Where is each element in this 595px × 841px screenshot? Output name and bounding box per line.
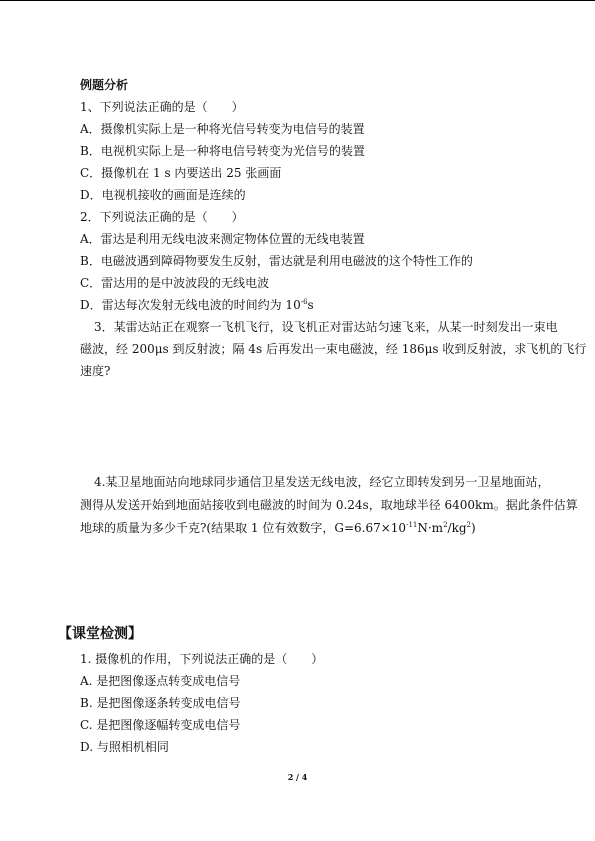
q2-option-b: B．电磁波遇到障碍物要发生反射，雷达就是利用电磁波的这个特性工作的 (80, 254, 473, 268)
q1-option-d: D．电视机接收的画面是连续的 (80, 188, 246, 202)
page-number: 2 / 4 (287, 772, 308, 782)
q4-line-3-suffix: ) (471, 521, 476, 535)
q3-line-2: 磁波，经 200μs 到反射波；隔 4s 后再发出一束电磁波，经 186μs 收到反射波，求飞机的飞行 (80, 342, 587, 356)
test-q1-option-a: A. 是把图像逐点转变成电信号 (80, 674, 241, 688)
q4-line-3-prefix: 地球的质量为多少千克?(结果取 1 位有效数字，G=6.67×10 (80, 521, 407, 535)
q4-exponent-kg: 2 (466, 521, 471, 529)
q1-option-b: B．电视机实际上是一种将电信号转变为光信号的装置 (80, 144, 365, 158)
test-q1-option-d: D. 与照相机相同 (80, 740, 169, 754)
q4-line-2: 测得从发送开始到地面站接收到电磁波的时间为 0.24s，取地球半径 6400km。据此条件估算 (80, 498, 578, 512)
q4-unit-nm: N·m (417, 521, 444, 535)
q1-option-a: A．摄像机实际上是一种将光信号转变为电信号的装置 (80, 122, 365, 136)
q2-option-c: C．雷达用的是中波波段的无线电波 (80, 276, 270, 290)
q3-line-3: 速度? (80, 364, 111, 378)
q4-line-3 (80, 520, 476, 536)
q2-option-a: A．雷达是利用无线电波来测定物体位置的无线电装置 (80, 232, 365, 246)
q2-stem: 2．下列说法正确的是（ ） (80, 210, 244, 224)
q2-option-d-suffix: s (307, 298, 314, 312)
test-q1-stem: 1. 摄像机的作用，下列说法正确的是（ ） (80, 652, 324, 666)
q1-stem: 1、下列说法正确的是（ ） (80, 100, 244, 114)
section-title-class-test: 【课堂检测】 (58, 626, 142, 642)
q4-unit-kg: /kg (447, 521, 467, 535)
test-q1-option-b: B. 是把图像逐条转变成电信号 (80, 696, 241, 710)
top-rule (0, 0, 595, 1)
q2-option-d (80, 297, 314, 313)
q4-exponent-m: 2 (443, 521, 448, 529)
q2-option-d-prefix: D．雷达每次发射无线电波的时间约为 10 (80, 298, 301, 312)
q2-option-d-exponent: -6 (300, 298, 308, 306)
q4-exponent-g: -11 (406, 521, 418, 529)
section-title-examples: 例题分析 (80, 78, 129, 92)
q4-line-1: 4.某卫星地面站向地球同步通信卫星发送无线电波，经它立即转发到另一卫星地面站， (94, 475, 550, 489)
test-q1-option-c: C. 是把图像逐幅转变成电信号 (80, 718, 241, 732)
q3-line-1: 3．某雷达站正在观察一飞机飞行，设飞机正对雷达站匀速飞来，从某一时刻发出一束电 (94, 320, 558, 334)
q1-option-c: C．摄像机在 1 s 内要送出 25 张画面 (80, 166, 282, 180)
